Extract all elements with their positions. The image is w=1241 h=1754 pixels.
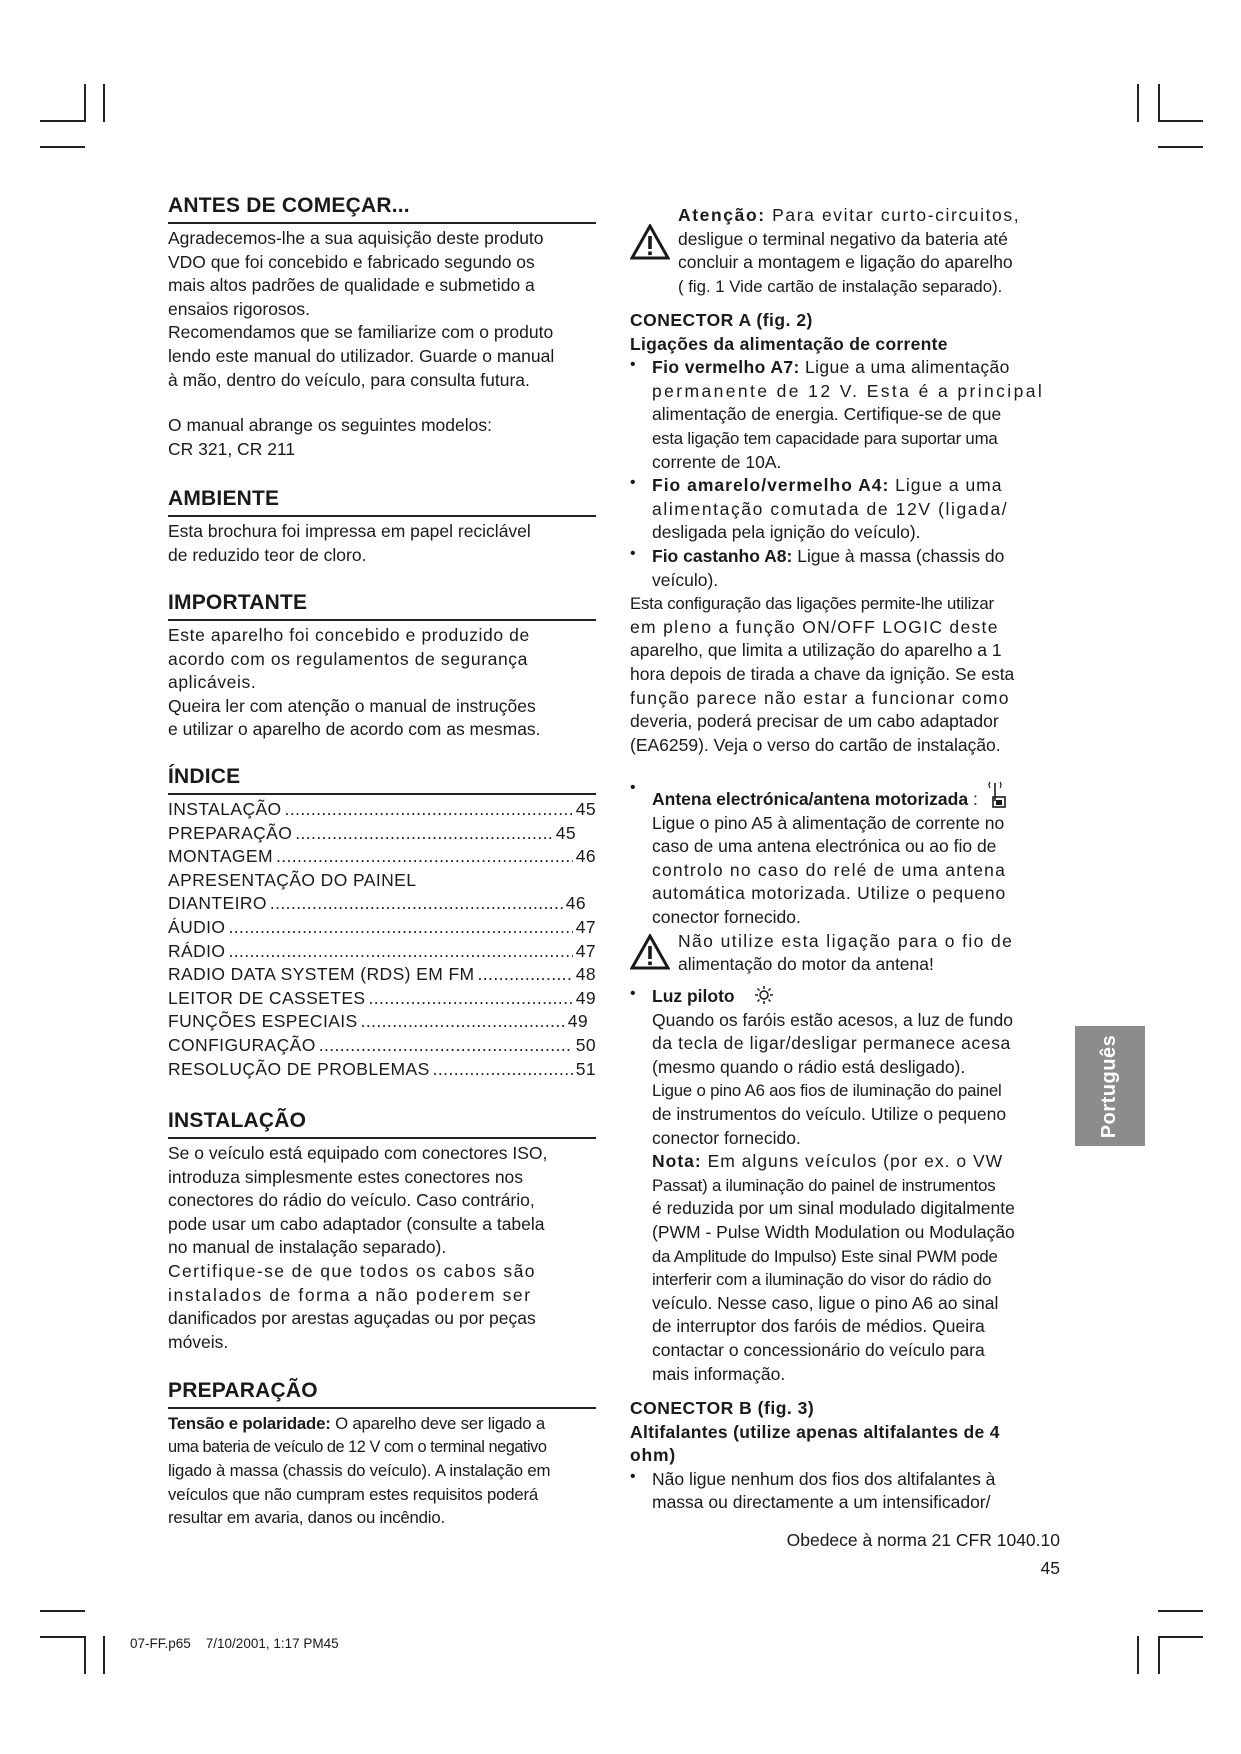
language-tab	[1075, 1026, 1145, 1146]
text-line	[630, 779, 1058, 812]
text-line: hora depois de tirada a chave da ignição. Se esta	[630, 663, 1015, 684]
text-line: introduza simplesmente estes conectores nos	[168, 1166, 524, 1187]
text-line: interferir com a iluminação do visor do rádio do	[652, 1270, 992, 1290]
toc-leader	[361, 1010, 565, 1034]
toc-page: 49	[575, 987, 596, 1008]
text-line: controlo no caso do relé de uma antena	[652, 859, 1007, 880]
section-heading-importante: IMPORTANTE	[168, 590, 596, 621]
text-line: Não ligue nenhum dos fios dos altifalantes à	[652, 1468, 996, 1489]
toc-label: PREPARAÇÃO	[168, 822, 293, 843]
crop-mark	[103, 1636, 105, 1674]
toc-leader	[285, 798, 573, 822]
bullet: •	[630, 779, 636, 796]
text-line	[652, 474, 1058, 498]
text-segment: Ligue à massa (chassis do	[792, 545, 1005, 566]
conector-b-title: CONECTOR B (fig. 3)	[630, 1398, 815, 1418]
item-lead: Fio amarelo/vermelho A4:	[652, 475, 890, 496]
bullet: •	[630, 474, 636, 492]
text-line: de reduzido teor de cloro.	[168, 544, 367, 565]
compliance-note: Obedece à norma 21 CFR 1040.10	[786, 1530, 1060, 1550]
text-line	[652, 1150, 1058, 1174]
text-segment: :	[972, 789, 978, 809]
text-line: massa ou directamente a um intensificador/	[652, 1492, 991, 1513]
text-line: Se o veículo está equipado com conectores ISO,	[168, 1143, 548, 1163]
crop-mark	[40, 1636, 85, 1638]
nota-lead: Nota:	[652, 1151, 702, 1172]
text-line: (mesmo quando o rádio está desligado).	[652, 1056, 966, 1077]
text-line: veículos que não cumpram estes requisitos poderá	[168, 1484, 539, 1504]
toc-entry[interactable]	[168, 1034, 596, 1058]
toc-entry[interactable]	[168, 892, 586, 916]
atencao-lead: Atenção:	[678, 205, 766, 225]
toc-page: 47	[575, 916, 596, 937]
item-lead: Fio castanho A8:	[652, 545, 793, 566]
text-line: Esta brochura foi impressa em papel reciclável	[168, 521, 531, 541]
antena-section	[630, 779, 1058, 978]
toc-entry[interactable]	[168, 798, 596, 822]
warning-icon	[630, 224, 670, 260]
text-line: resultar em avaria, danos ou incêndio.	[168, 1508, 445, 1528]
toc-page: 48	[575, 964, 596, 985]
toc-page: 46	[565, 893, 586, 914]
text-line: (EA6259). Veja o verso do cartão de instalação.	[630, 734, 1001, 755]
luz-section	[630, 985, 1058, 1386]
section-heading-ambiente: AMBIENTE	[168, 486, 596, 517]
text-line: VDO que foi concebido e fabricado segundo os	[168, 251, 535, 272]
antes-text	[168, 227, 596, 392]
toc-page: 45	[555, 822, 576, 843]
text-line: Ligue o pino A6 aos fios de iluminação do painel	[652, 1081, 1002, 1101]
toc-entry[interactable]	[168, 869, 596, 893]
toc-entry[interactable]	[168, 916, 596, 940]
toc-leader	[295, 822, 552, 846]
text-line: Este aparelho foi concebido e produzido de	[168, 625, 530, 645]
bullet: •	[630, 1467, 636, 1485]
bullet: •	[630, 544, 636, 562]
text-line	[678, 204, 1058, 228]
crop-mark	[1137, 1636, 1139, 1674]
text-line: (PWM - Pulse Width Modulation ou Modulação	[652, 1221, 1015, 1242]
toc-page: 45	[575, 799, 596, 819]
atencao-text	[678, 204, 1058, 298]
text-line: conector fornecido.	[652, 1127, 801, 1148]
text-segment: Ligue a uma	[889, 475, 1003, 496]
crop-mark	[1158, 1636, 1203, 1638]
text-line: lendo este manual do utilizador. Guarde o manual	[168, 345, 555, 366]
text-line: deveria, poderá precisar de um cabo adaptador	[630, 711, 999, 732]
text-line: ensaios rigorosos.	[168, 298, 311, 319]
text-line: acordo com os regulamentos de segurança	[168, 648, 528, 669]
ambiente-text	[168, 520, 596, 567]
crop-mark	[40, 120, 85, 122]
text-line: danificados por arestas aguçadas ou por peças	[168, 1308, 536, 1329]
toc-label: ÁUDIO	[168, 916, 226, 937]
toc-entry[interactable]	[168, 845, 596, 869]
text-line: O manual abrange os seguintes modelos:	[168, 415, 492, 435]
crop-mark	[1158, 1636, 1160, 1674]
text-line: pode usar um cabo adaptador (consulte a tabela	[168, 1213, 545, 1234]
antena-warning	[630, 930, 1058, 978]
toc-entry[interactable]	[168, 987, 596, 1011]
text-line: no manual de instalação separado).	[168, 1237, 447, 1258]
crop-mark	[1158, 1610, 1203, 1612]
text-line: de instrumentos do veículo. Utilize o pequeno	[652, 1103, 1007, 1124]
conector-a-subtitle: Ligações da alimentação de corrente	[630, 333, 948, 354]
crop-mark	[40, 146, 85, 148]
text-line: ( fig. 1 Vide cartão de instalação separado).	[678, 276, 1003, 296]
toc-label: RESOLUÇÃO DE PROBLEMAS	[168, 1058, 430, 1079]
text-line: veículo. Nesse caso, ligue o pino A6 ao sinal	[652, 1292, 999, 1313]
crop-mark	[103, 84, 105, 122]
text-line: é reduzida por um sinal modulado digitalmente	[652, 1198, 1015, 1219]
text-line: Queira ler com atenção o manual de instruções	[168, 695, 536, 716]
section-heading-antes: ANTES DE COMEÇAR...	[168, 193, 596, 224]
toc-page: 51	[575, 1058, 596, 1079]
text-line: contactar o concessionário do veículo para	[652, 1339, 985, 1360]
warning-icon	[630, 934, 670, 970]
crop-mark	[84, 84, 86, 122]
toc-leader	[276, 845, 573, 869]
text-line: alimentação comutada de 12V (ligada/	[652, 498, 1009, 519]
luz-text	[630, 1009, 1058, 1387]
list-item	[630, 545, 1058, 592]
conector-a-title: CONECTOR A (fig. 2)	[630, 310, 813, 330]
text-line: da Amplitude do Impulso) Este sinal PWM pode	[652, 1246, 998, 1266]
text-line: e utilizar o aparelho de acordo com as mesmas.	[168, 719, 541, 740]
text-line: aparelho, que limita a utilização do aparelho a 1	[630, 640, 1002, 661]
toc-leader	[478, 963, 573, 987]
toc-label: RÁDIO	[168, 940, 226, 961]
list-item	[630, 356, 1058, 474]
text-line: Quando os faróis estão acesos, a luz de fundo	[652, 1009, 1013, 1030]
preparacao-text	[168, 1412, 596, 1530]
text-line: móveis.	[168, 1331, 229, 1352]
text-segment: Ligue a uma alimentação	[799, 357, 1010, 378]
instalacao-text	[168, 1142, 596, 1354]
item-lead: Fio vermelho A7:	[652, 357, 800, 378]
conector-b-subtitle: Altifalantes (utilize apenas altifalantes de 4	[630, 1421, 1000, 1442]
list-item	[630, 985, 1058, 1009]
text-line: caso de uma antena electrónica ou ao fio de	[652, 836, 997, 857]
toc-page: 46	[575, 846, 596, 867]
bullet: •	[630, 356, 636, 374]
section-heading-indice: ÍNDICE	[168, 764, 596, 795]
text-line: Esta configuração das ligações permite-lhe utilizar	[630, 594, 994, 614]
toc-label: RADIO DATA SYSTEM (RDS) EM FM	[168, 964, 475, 985]
toc-label: CONFIGURAÇÃO	[168, 1034, 316, 1055]
toc-entry[interactable]	[168, 963, 596, 987]
text-line: automática motorizada. Utilize o pequeno	[652, 883, 1006, 904]
toc-leader	[228, 940, 572, 964]
antena-title: Antena electrónica/antena motorizada	[652, 789, 969, 809]
text-line: Agradecemos-lhe a sua aquisição deste produto	[168, 228, 544, 248]
text-segment: O aparelho deve ser ligado a	[330, 1414, 545, 1433]
text-segment: Em alguns veículos (por ex. o VW	[701, 1151, 1004, 1172]
preparacao-lead: Tensão e polaridade:	[168, 1414, 331, 1433]
bullet: •	[630, 985, 636, 1002]
toc-leader	[433, 1058, 573, 1082]
text-line: ligado à massa (chassis do veículo). A instalação em	[168, 1461, 551, 1481]
toc-leader	[228, 916, 572, 940]
conector-b-subtitle: ohm)	[630, 1445, 676, 1466]
toc-page: 47	[575, 940, 596, 961]
toc-label: LEITOR DE CASSETES	[168, 987, 366, 1008]
table-of-contents	[168, 798, 596, 1081]
text-line	[652, 356, 1058, 380]
text-line: função parece não estar a funcionar como	[630, 687, 1010, 708]
importante-text	[168, 624, 596, 742]
section-heading-preparacao: PREPARAÇÃO	[168, 1378, 596, 1409]
toc-label: FUNÇÕES ESPECIAIS	[168, 1011, 358, 1032]
text-line: Passat) a iluminação do painel de instrumentos	[652, 1175, 996, 1195]
text-line: permanente de 12 V. Esta é a principal	[652, 380, 1045, 401]
toc-entry[interactable]	[168, 1058, 596, 1082]
text-line	[168, 1412, 596, 1436]
text-line: alimentação de energia. Certifique-se de que	[652, 404, 1002, 425]
text-line: CR 321, CR 211	[168, 438, 296, 459]
text-line: à mão, dentro do veículo, para consulta futura.	[168, 369, 530, 390]
crop-mark	[1158, 84, 1160, 122]
text-line	[630, 985, 1058, 1009]
section-heading-instalacao: INSTALAÇÃO	[168, 1108, 596, 1139]
crop-mark	[40, 1610, 85, 1612]
toc-leader	[270, 892, 563, 916]
toc-leader	[319, 1034, 573, 1058]
list-item	[630, 1468, 1058, 1515]
text-line: desligue o terminal negativo da bateria até	[678, 228, 1008, 249]
text-line: Não utilize esta ligação para o fio de	[678, 930, 1014, 951]
toc-label: APRESENTAÇÃO DO PAINEL	[168, 869, 417, 890]
text-line: Recomendamos que se familiarize com o produto	[168, 322, 554, 343]
antena-text	[630, 812, 1058, 930]
text-line: de interruptor dos faróis de médios. Queira	[652, 1316, 985, 1337]
text-line: Ligue o pino A5 à alimentação de corrente no	[652, 812, 1005, 833]
text-line: mais informação.	[652, 1363, 786, 1384]
text-line: mais altos padrões de qualidade e submetido a	[168, 275, 535, 296]
text-line: aplicáveis.	[168, 672, 257, 693]
list-item	[630, 474, 1058, 545]
text-line: concluir a montagem e ligação do aparelho	[678, 252, 1013, 273]
toc-entry[interactable]	[168, 1010, 588, 1034]
text-line: corrente de 10A.	[652, 451, 782, 472]
crop-mark	[1158, 146, 1203, 148]
toc-page: 50	[575, 1034, 596, 1055]
toc-leader	[369, 987, 573, 1011]
conector-a-section	[630, 309, 1058, 757]
light-icon	[754, 985, 774, 1005]
luz-title: Luz piloto	[652, 986, 735, 1006]
language-tab-label: Português	[1098, 1034, 1121, 1138]
text-line: uma bateria de veículo de 12 V com o terminal negativo	[168, 1437, 547, 1456]
conector-b-section	[630, 1397, 1058, 1515]
models-text	[168, 414, 596, 461]
toc-entry[interactable]	[168, 822, 576, 846]
text-line: conector fornecido.	[652, 906, 801, 927]
text-line: conectores do rádio do veículo. Caso contrário,	[168, 1190, 535, 1211]
toc-label: INSTALAÇÃO	[168, 799, 282, 819]
text-line: da tecla de ligar/desligar permanece acesa	[652, 1033, 1011, 1054]
toc-label: DIANTEIRO	[168, 893, 267, 914]
text-line: esta ligação tem capacidade para suportar uma	[652, 428, 998, 448]
toc-label: MONTAGEM	[168, 846, 273, 867]
text-line	[652, 545, 1058, 569]
crop-mark	[1158, 120, 1203, 122]
crop-mark	[1137, 84, 1139, 122]
print-footer: 07-FF.p65 7/10/2001, 1:17 PM45	[130, 1636, 339, 1651]
text-line: Certifique-se de que todos os cabos são	[168, 1260, 536, 1281]
text-line: desligada pela ignição do veículo).	[652, 522, 921, 543]
toc-page: 49	[567, 1011, 588, 1032]
text-line: instalados de forma a não poderem ser	[168, 1284, 532, 1305]
text-line: em pleno a função ON/OFF LOGIC deste	[630, 616, 999, 637]
text-line: alimentação do motor da antena!	[678, 954, 934, 975]
antenna-icon	[987, 779, 1009, 809]
list-item	[630, 779, 1058, 812]
text-segment: Para evitar curto-circuitos,	[765, 205, 1021, 225]
text-line: veículo).	[652, 569, 719, 590]
page-number: 45	[1040, 1558, 1060, 1578]
toc-entry[interactable]	[168, 940, 596, 964]
crop-mark	[84, 1636, 86, 1674]
